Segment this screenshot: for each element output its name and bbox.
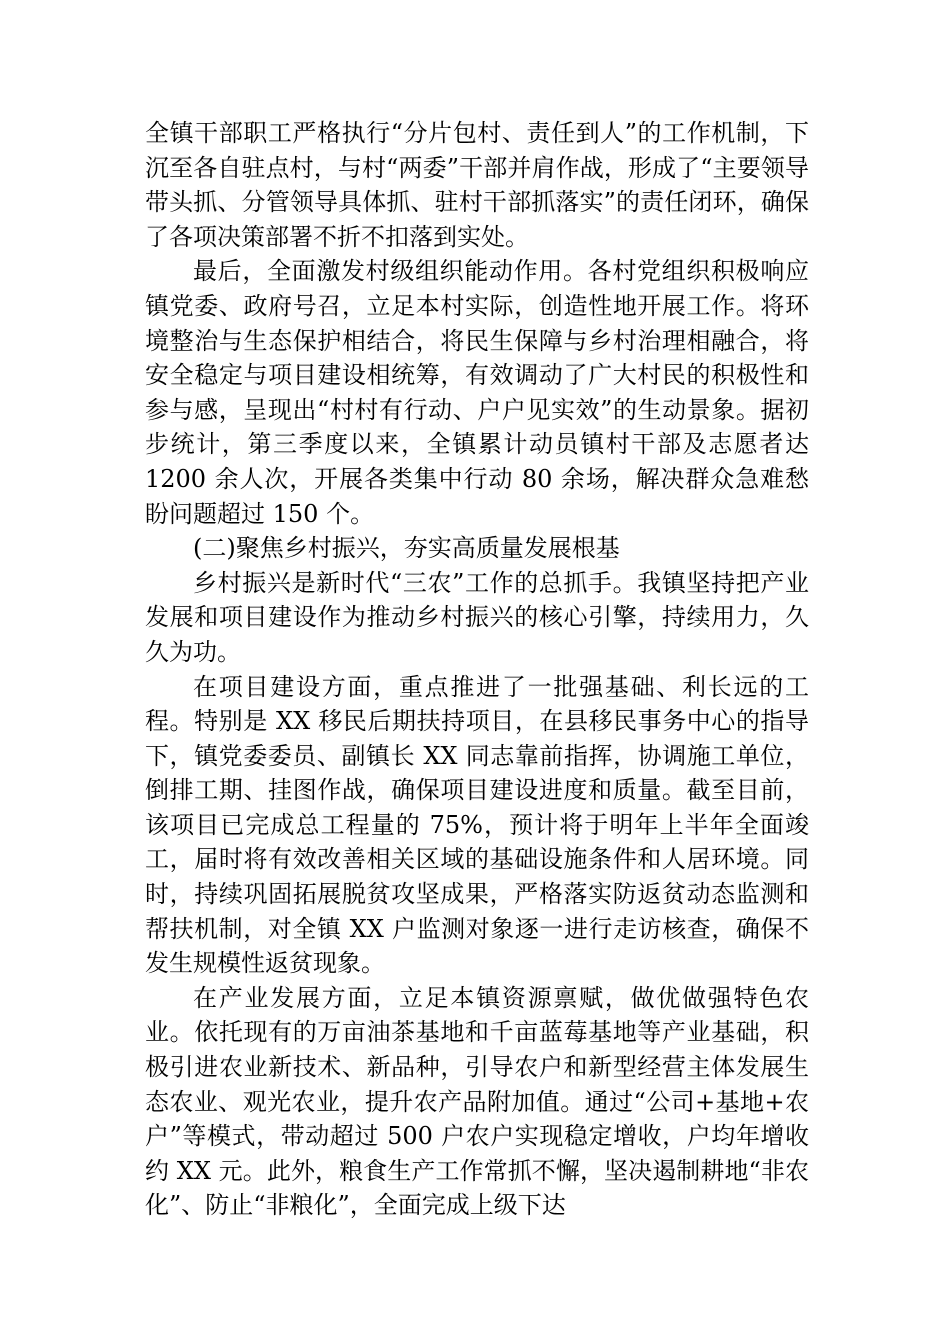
paragraph: 最后，全面激发村级组织能动作用。各村党组织积极响应镇党委、政府号召，立足本村实际，创造性地开展工作。将环境整治与生态保护相结合，将民生保障与乡村治理相融合，将安全稳定与项目建设相统筹，有效调动了广大村民的积极性和参与感，呈现出“村村有行动、户户见实效”的生动景象。据初步统计，第三季度以来，全镇累计动员镇村干部及志愿者达 1200 余人次，开展各类集中行动 80 余场，解决群众急难愁盼问题超过 150 个。: [145, 257, 809, 528]
paragraph: 全镇干部职工严格执行“分片包村、责任到人”的工作机制，下沉至各自驻点村，与村“两委”干部并肩作战，形成了“主要领导带头抓、分管领导具体抓、驻村干部抓落实”的责任闭环，确保了各项决策部署不折不扣落到实处。: [145, 119, 809, 251]
paragraph: 在项目建设方面，重点推进了一批强基础、利长远的工程。特别是 XX 移民后期扶持项目，在县移民事务中心的指导下，镇党委委员、副镇长 XX 同志靠前指挥，协调施工单位，倒排工期、挂图作战，确保项目建设进度和质量。截至目前，该项目已完成总工程量的 75%，预计将于明年上半年全面竣工，届时将有效改善相关区域的基础设施条件和人居环境。同时，持续巩固拓展脱贫攻坚成果，严格落实防返贫动态监测和帮扶机制，对全镇 XX 户监测对象逐一进行走访核查，确保不发生规模性返贫现象。: [145, 672, 809, 978]
document-body: [145, 116, 809, 1223]
paragraph: 在产业发展方面，立足本镇资源禀赋，做优做强特色农业。依托现有的万亩油茶基地和千亩蓝莓基地等产业基础，积极引进农业新技术、新品种，引导农户和新型经营主体发展生态农业、观光农业，提升农产品附加值。通过“公司+基地+农户”等模式，带动超过 500 户农户实现稳定增收，户均年增收约 XX 元。此外，粮食生产工作常抓不懈，坚决遏制耕地“非农化”、防止“非粮化”，全面完成上级下达: [145, 983, 809, 1220]
section-heading: (二)聚焦乡村振兴，夯实高质量发展根基: [193, 534, 620, 563]
paragraph: 乡村振兴是新时代“三农”工作的总抓手。我镇坚持把产业发展和项目建设作为推动乡村振兴的核心引擎，持续用力，久久为功。: [145, 568, 809, 666]
